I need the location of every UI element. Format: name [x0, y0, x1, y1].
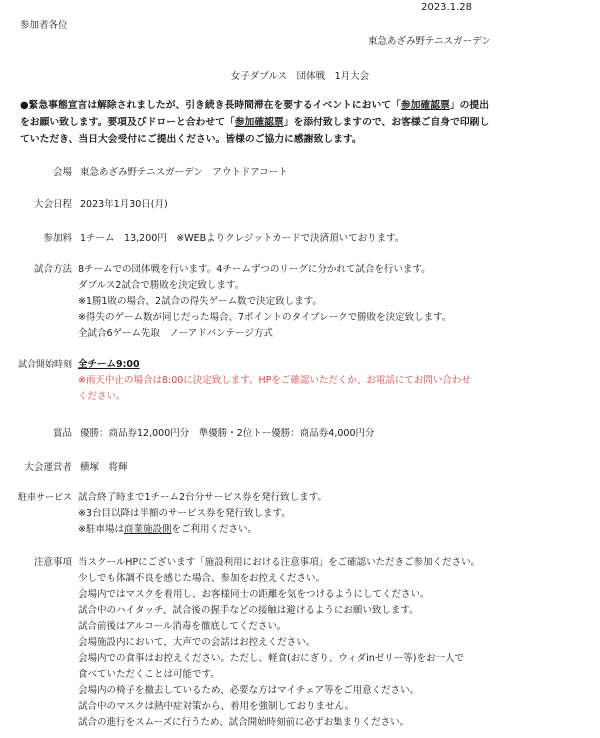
- date-label: 大会日程: [33, 199, 72, 210]
- date-value: 2023年1月30日(月): [80, 199, 168, 210]
- format-line: 8チームでの団体戦を行います。4チームずつのリーグに分かれて試合を行います。: [78, 264, 431, 275]
- caution-line: 会場施設内において、大声での会話はお控えください。: [78, 637, 316, 648]
- format-lines: [78, 262, 451, 342]
- prize-value: 優勝：商品券12,000円分 準優勝・2位トー優勝：商品券4,000円分: [80, 428, 375, 439]
- start-label: 試合開始時刻: [17, 360, 72, 370]
- parking-lines: [78, 490, 327, 538]
- rain-note-line: ※雨天中止の場合は8:00に決定致します。HPをご確認いただくか、お電話にてお問い合わせ: [78, 375, 471, 386]
- caution-line: 会場内の椅子を撤去しているため、必要な方はマイチェア等をご用意ください。: [78, 685, 420, 696]
- document-title: 女子ダブルス 団体戦 1月大会: [230, 71, 370, 82]
- fee-value: 1チーム 13,200円 ※WEBよりクレジットカードで決済頂いております。: [80, 233, 405, 244]
- caution-line: 少しでも体調不良を感じた場合、参加をお控えください。: [78, 573, 326, 584]
- caution-lines: [78, 555, 480, 731]
- start-time-value: 全チーム9:00: [78, 359, 140, 370]
- caution-line: 会場内での食事はお控えください。ただし、軽食(おにぎり、ウィダinゼリー等)をお一人で: [78, 653, 465, 664]
- prize-label: 賞品: [52, 428, 72, 439]
- notice-text: をお願い致します。要項及びドローと合わせて「: [20, 117, 235, 128]
- parking-line: [78, 522, 327, 538]
- notice-paragraph: [20, 97, 592, 148]
- format-line: ダブルス2試合で勝敗を決定致します。: [78, 280, 245, 291]
- parking-highlight: 商業施設側: [123, 524, 172, 535]
- fee-label: 参加料: [43, 233, 72, 244]
- caution-line: 試合前後はアルコール消毒を徹底してください。: [78, 621, 287, 632]
- venue-value: 東急あざみ野テニスガーデン アウトドアコート: [80, 167, 288, 178]
- notice-text: 」を添付致しますので、お客様ご自身で印刷し: [283, 117, 490, 128]
- document-date: 2023.1.28: [421, 2, 472, 13]
- caution-line: 試合の進行をスムーズに行うため、試合開始時刻前に必ずお集まりください。: [78, 717, 410, 728]
- parking-text: ※駐車場は: [78, 524, 124, 535]
- caution-line: 試合中のハイタッチ、試合後の握手などの接触は避けるようにお願い致します。: [78, 605, 419, 616]
- format-label: 試合方法: [33, 264, 72, 275]
- caution-line: 会場内ではマスクを着用し、お客様同士の距離を気をつけるようにしてください。: [78, 589, 430, 600]
- caution-line: 食べていただくことは可能です。: [78, 669, 220, 680]
- parking-label: 駐車サービス: [17, 493, 72, 503]
- notice-text: ていただき、当日大会受付にご提出ください。皆様のご協力に感謝致します。: [20, 134, 362, 145]
- format-line: ※得失のゲーム数が同じだった場合、7ポイントのタイブレークで勝敗を決定致します。: [78, 312, 452, 323]
- parking-line: 試合終了時まで1チーム2台分サービス券を発行致します。: [78, 492, 327, 503]
- parking-text: をご利用ください。: [171, 524, 257, 535]
- format-line: 全試合6ゲーム先取 ノーアドバンテージ方式: [78, 328, 273, 339]
- organizer-value: 横塚 将輝: [80, 462, 128, 473]
- rain-note-line: ください。: [78, 391, 126, 402]
- sender-name: 東急あざみ野テニスガーデン: [368, 36, 491, 47]
- format-line: ※1勝1敗の場合、2試合の得失ゲーム数で決定致します。: [78, 296, 322, 307]
- caution-line: 試合中のマスクは熱中症対策から、着用を強制しておりません。: [78, 701, 355, 712]
- notice-highlight: 参加確認票: [400, 100, 450, 111]
- organizer-label: 大会運営者: [24, 462, 72, 473]
- notice-highlight: 参加確認票: [234, 117, 284, 128]
- parking-line: ※3台目以降は半額のサービス券を発行致します。: [78, 508, 291, 519]
- caution-label: 注意事項: [33, 557, 72, 568]
- venue-label: 会場: [52, 167, 72, 178]
- notice-text: 」の提出: [449, 100, 490, 111]
- notice-text: ●緊急事態宣言は解除されましたが、引き続き長時間滞在を要するイベントにおいて「: [20, 100, 401, 111]
- caution-line: 当スクールHPにございます「施設利用における注意事項」をご確認いただきご参加ください。: [78, 557, 481, 568]
- start-lines: [78, 357, 471, 405]
- addressee: 参加者各位: [20, 20, 68, 31]
